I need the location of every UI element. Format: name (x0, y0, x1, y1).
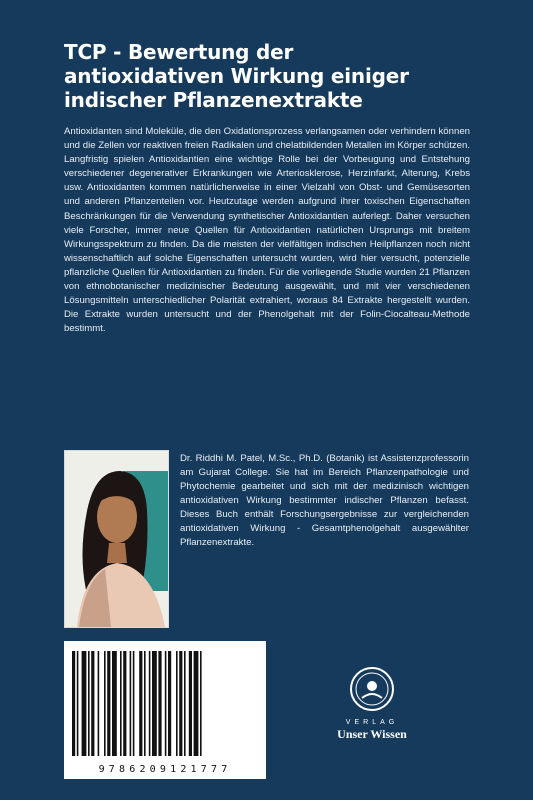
barcode-bar (120, 651, 122, 756)
barcode-bar (165, 651, 167, 756)
barcode-bar (123, 651, 126, 756)
barcode-bar (152, 651, 157, 756)
barcode-bar (107, 651, 110, 756)
publisher-logo (312, 666, 432, 746)
barcode-bar (130, 651, 132, 756)
author-photo (64, 450, 169, 628)
barcode-bar (200, 651, 202, 756)
barcode-bar (91, 651, 94, 756)
barcode-bar (176, 651, 178, 756)
publisher-label: VERLAG (345, 719, 399, 726)
barcode-bar (77, 651, 79, 756)
barcode-bar (112, 651, 117, 756)
title-line-1: TCP - Bewertung der (64, 40, 294, 64)
title-line-3: indischer Pflanzenextrakte (64, 88, 363, 112)
barcode-bar (82, 651, 87, 756)
barcode-bar (189, 651, 192, 756)
barcode-bar (168, 651, 171, 756)
barcode-bar (158, 651, 161, 756)
book-description: Antioxidanten sind Moleküle, die den Oxidationsprozess verlangsamen oder verhindern können und die Zellen vor reaktiven freien Radikalen und chelatbildenden Metallen im Körper schützen. Langfristig spielen Antioxidantien eine wichtige Rolle bei der Vorbeugung und Entstehung verschiedener degenerativer Erkrankungen wie Arteriosklerose, Herzinfarkt, Alterung, Krebs usw. Antioxidanten kommen natürlicherweise in einer Vielzahl von Obst- und Gemüsesorten und anderen Pflanzenteilen vor. Heutzutage werden aufgrund ihrer toxischen Eigenschaften Beschränkungen für die Verwendung synthetischer Antioxidantien auferlegt. Daher versuchen viele Forscher, immer neue Quellen für Antioxidantien natürlichen Ursprungs mit breitem Wirkungsspektrum zu finden. Da die meisten der vielfältigen indischen Heilpflanzen noch nicht wissenschaftlich auf solche Eigenschaften untersucht wurden, wird hier versucht, potenzielle pflanzliche Quellen für Antioxidantien zu finden. Für die vorliegende Studie wurden 21 Pflanzen von ethnobotanischer medizinischer Bedeutung ausgewählt, und mit vier verschiedenen Lösungsmitteln unterschiedlicher Polarität extrahiert, woraus 84 Extrakte hergestellt wurden. Die Extrakte wurden untersucht und der Phenolgehalt mit der Folin-Ciocalteau-Methode bestimmt. (64, 126, 470, 335)
isbn-digits: 9786209121777 (98, 764, 232, 775)
book-title (64, 40, 484, 112)
barcode-bar (139, 651, 142, 756)
barcode-bar (149, 651, 151, 756)
barcode-bar (184, 651, 186, 756)
barcode-bar (98, 651, 100, 756)
barcode-bar (144, 651, 146, 756)
barcode-bar (72, 651, 75, 756)
barcode-bar (133, 651, 135, 756)
isbn-barcode (64, 641, 266, 779)
barcode-bar (88, 651, 90, 756)
barcode-bars (64, 641, 266, 761)
author-bio: Dr. Riddhi M. Patel, M.Sc., Ph.D. (Botanik) ist Assistenzprofessorin am Gujarat College. Sie hat im Bereich Pflanzenpathologie und Phytochemie gearbeitet und sich mit der medizinisch wichtigen antioxidativen Wirkung bestimmter indischer Pflanzen befasst. Dieses Buch enthält Forschungsergebnisse zur vergleichenden antioxidativen Wirkung - Gesamtphenolgehalt ausgewählter Pflanzenextrakte. (180, 453, 469, 548)
barcode-bar (104, 651, 106, 756)
publisher-name: Unser Wissen (337, 727, 407, 741)
barcode-bar (194, 651, 199, 756)
title-line-2: antioxidativen Wirkung einiger (64, 64, 409, 88)
barcode-bar (179, 651, 182, 756)
publisher-emblem-icon (349, 666, 395, 712)
